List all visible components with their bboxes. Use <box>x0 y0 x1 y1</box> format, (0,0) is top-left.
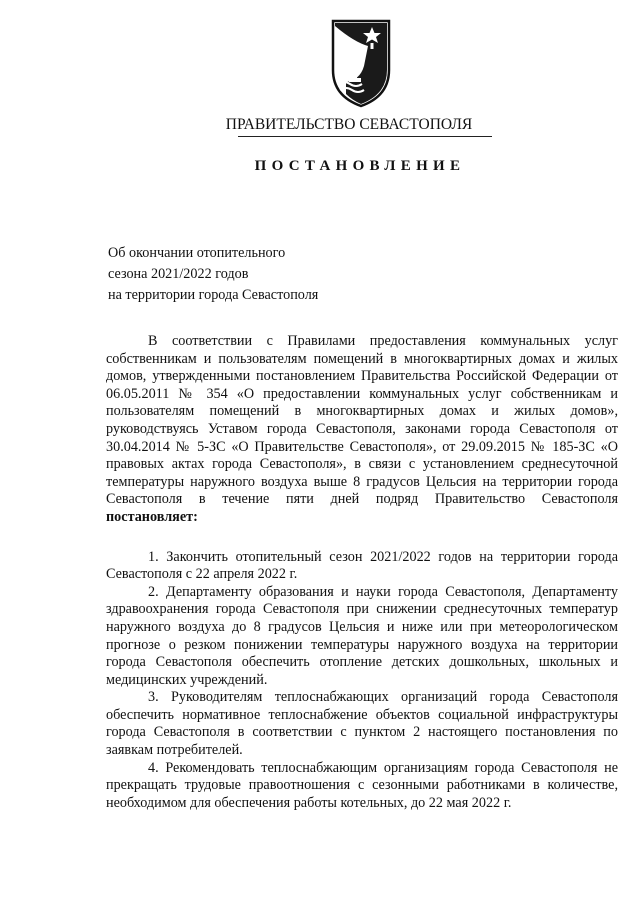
document-subject <box>108 243 318 306</box>
preamble-text: В соответствии с Правилами предоставления коммунальных услуг собственникам и пользователям помещений в многоквартирных домах и жилых домов, утвержденными постановлением Правительства Российской Федерации от 06.05.2011 № 354 «О предоставлении коммунальных услуг собственникам и пользователям помещений в многоквартирных домах и жилых домов», руководствуясь Уставом города Севастополя, законами города Севастополя от 30.04.2014 № 5-ЗС «О Правительстве Севастополя», от 29.09.2015 № 185-ЗС «О правовых актах города Севастополя», в связи с установлением среднесуточной температуры наружного воздуха выше 8 градусов Цельсия на территории города Севастополя в течение пяти дней подряд Правительство Севастополя <box>106 333 618 508</box>
decree-item-1: 1. Закончить отопительный сезон 2021/2022 годов на территории города Севастополя с 22 апреля 2022 г. <box>106 548 618 583</box>
document-type-title: ПОСТАНОВЛЕНИЕ <box>254 158 466 174</box>
organization-name: ПРАВИТЕЛЬСТВО СЕВАСТОПОЛЯ <box>225 116 473 133</box>
decree-item-4: 4. Рекомендовать теплоснабжающим организациям города Севастополя не прекращать трудовые правоотношения с сезонными работниками в количестве, необходимом для обеспечения работы котельных, до 22 мая 2022 г. <box>106 759 618 811</box>
subject-line: Об окончании отопительного <box>108 245 286 261</box>
subject-line: сезона 2021/2022 годов <box>108 266 249 282</box>
organization-underline <box>238 136 492 137</box>
document-body <box>106 333 618 812</box>
sevastopol-coat-of-arms-icon <box>330 18 392 108</box>
subject-line: на территории города Севастополя <box>108 287 319 303</box>
decree-item-3: 3. Руководителям теплоснабжающих организаций города Севастополя обеспечить нормативное теплоснабжение объектов социальной инфраструктуры города Севастополя в соответствии с пунктом 2 настоящего постановления по заявкам потребителей. <box>106 689 618 759</box>
decree-item-2: 2. Департаменту образования и науки города Севастополя, Департаменту здравоохранения города Севастополя при снижении среднесуточных температур наружного воздуха до 8 градусов Цельсия и ниже или при метеорологическом прогнозе о резком понижении температуры наружного воздуха на территории города Севастополя обеспечить отопление детских дошкольных, школьных и медицинских учреждений. <box>106 583 618 688</box>
decree-word: постановляет: <box>106 508 198 525</box>
preamble-paragraph <box>106 333 618 527</box>
